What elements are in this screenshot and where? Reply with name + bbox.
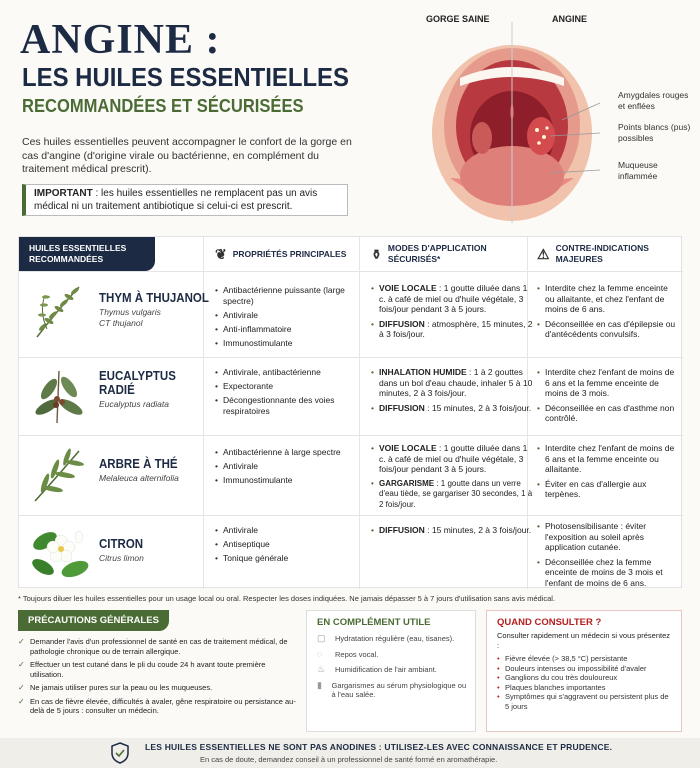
consult-section [486, 610, 682, 732]
table-row-eucalyptus [19, 357, 683, 435]
annotation-mucosa: Muqueuse inflammée [618, 160, 658, 181]
precaution-item: ✓ Demander l'avis d'un professionnel de santé en cas de traitement médical, de pathologie chronique ou de terrain allergique. [18, 637, 296, 656]
bottle-icon: ▮ [317, 679, 322, 690]
complement-item: ▢ Hydratation régulière (eau, tisanes). [317, 633, 455, 643]
oil-name: EUCALYPTUS RADIÉ [99, 369, 176, 397]
complement-item: ♨ Humidification de l'air ambiant. [317, 664, 437, 674]
application-item: • VOIE LOCALE : 1 goutte diluée dans 1 c. à café de miel ou d'huile végétale, 3 fois/jour pendant 3 à 5 jours. [371, 443, 533, 475]
application-list [371, 283, 533, 344]
header-properties: ❦ PROPRIÉTÉS PRINCIPALES [215, 245, 347, 262]
properties-list [215, 367, 365, 420]
contraindication-list [537, 521, 679, 592]
application-list [371, 367, 533, 417]
oil-latin-name: Melaleuca alternifolia [99, 473, 179, 483]
healthy-throat-label: GORGE SAINE [426, 14, 490, 24]
angina-label: ANGINE [552, 14, 588, 24]
precaution-item: ✓ Ne jamais utiliser pures sur la peau ou les muqueuses. [18, 683, 296, 693]
header-contraindications: ⚠ CONTRE-INDICATIONS MAJEURES [537, 243, 649, 264]
precaution-item: ✓ En cas de fièvre élevée, difficultés à avaler, gêne respiratoire ou persistance au-delà de 5 jours : consulter un médecin. [18, 697, 296, 716]
oil-latin-name: Citrus limon [99, 553, 144, 563]
banner-subtext: En cas de doute, demandez conseil à un professionnel de santé formé en aromathérapie. [200, 755, 498, 764]
contraindication-list [537, 443, 679, 504]
oil-name: ARBRE À THÉ [99, 457, 178, 471]
complement-title: EN COMPLÉMENT UTILE [317, 617, 431, 628]
tea-tree-icon [29, 445, 87, 505]
warning-icon: ⚠ [537, 245, 550, 262]
contraindication-item: • Interdite chez l'enfant de moins de 6 ans et la femme enceinte ou allaitante. [537, 443, 679, 475]
property-item: • Antibactérienne puissante (large spectre) [215, 285, 365, 307]
complement-section [306, 610, 476, 732]
contraindication-item: • Éviter en cas d'allergie aux terpènes. [537, 479, 679, 500]
contraindication-item: • Déconseillée en cas d'épilepsie ou d'antécédents convulsifs. [537, 319, 679, 340]
page-subtitle: LES HUILES ESSENTIELLES [22, 62, 349, 92]
header-oils: HUILES ESSENTIELLES RECOMMANDÉES [19, 237, 155, 271]
oil-name: THYM À THUJANOL [99, 291, 209, 305]
property-item: • Antivirale, antibactérienne [215, 367, 365, 378]
application-item: • DIFFUSION : atmosphère, 15 minutes, 2 à 3 fois/jour. [371, 319, 533, 340]
bottom-banner [0, 738, 700, 768]
leaf-icon: ❦ [215, 245, 227, 262]
oil-latin-name: Thymus vulgaris [99, 307, 161, 317]
glass-icon: ▢ [317, 633, 326, 643]
precautions-title: PRÉCAUTIONS GÉNÉRALES [18, 610, 169, 631]
contraindication-item: • Interdite chez la femme enceinte ou allaitante, et chez l'enfant de moins de 6 ans. [537, 283, 679, 315]
speech-bubble-icon: ◌ [317, 648, 323, 659]
consult-title: QUAND CONSULTER ? [497, 617, 602, 628]
properties-list [215, 447, 365, 489]
properties-list [215, 285, 365, 352]
complement-item: ◌ Repos vocal. [317, 648, 379, 659]
application-item: • DIFFUSION : 15 minutes, 2 à 3 fois/jour. [371, 403, 533, 414]
application-list [371, 525, 533, 540]
precautions-section [18, 610, 296, 732]
property-item: • Immunostimulante [215, 338, 365, 349]
oil-name: CITRON [99, 537, 144, 551]
property-item: • Expectorante [215, 381, 365, 392]
shield-check-icon [110, 742, 130, 764]
eucalyptus-icon [29, 365, 87, 427]
header-application: ⚱ MODES D'APPLICATION SÉCURISÉS* [371, 243, 487, 264]
contraindication-list [537, 367, 679, 428]
oil-latin-name: Eucalyptus radiata [99, 399, 169, 409]
consult-item: • Fièvre élevée (> 38,5 °C) persistante [497, 654, 671, 664]
table-row-lemon [19, 515, 683, 589]
oil-chemotype: CT thujanol [99, 318, 143, 328]
annotation-tonsils: Amygdales rouges et enflées [618, 90, 689, 111]
contraindication-list [537, 283, 679, 344]
properties-list [215, 525, 365, 567]
application-item: • GARGARISME : 1 goutte dans un verre d'eau tiède, se gargariser 30 secondes, 1 à 2 fois/jour. [371, 479, 533, 511]
thyme-icon [29, 281, 87, 343]
property-item: • Décongestionnante des voies respiratoires [215, 395, 365, 417]
property-item: • Antivirale [215, 461, 365, 472]
application-item: • INHALATION HUMIDE : 1 à 2 gouttes dans un bol d'eau chaude, inhaler 5 à 10 minutes, 2 à 3 fois/jour. [371, 367, 533, 399]
table-row-tea-tree [19, 435, 683, 515]
table-row-thyme [19, 271, 683, 357]
important-text: : les huiles essentielles ne remplacent pas un avis médical ni un traitement antibiotique si celui-ci est prescrit. [34, 188, 318, 212]
complement-item: ▮ Gargarismes au sérum physiologique ou à l'eau salée. [317, 679, 467, 699]
property-item: • Antivirale [215, 310, 365, 321]
contraindication-item: • Photosensibilisante : éviter l'exposition au soleil après application cutanée. [537, 521, 679, 553]
consult-item: • Symptômes qui s'aggravent ou persistent plus de 5 jours [497, 692, 671, 711]
banner-headline: LES HUILES ESSENTIELLES NE SONT PAS ANODINES : UTILISEZ-LES AVEC CONNAISSANCE ET PRUDENCE. [145, 742, 613, 752]
lemon-blossom-icon [29, 519, 93, 585]
contraindication-item: • Interdite chez l'enfant de moins de 6 ans et la femme enceinte de moins de 3 mois. [537, 367, 679, 399]
important-label: IMPORTANT [34, 188, 93, 199]
property-item: • Antiseptique [215, 539, 365, 550]
humidifier-icon: ♨ [317, 664, 326, 674]
table-footnote: * Toujours diluer les huiles essentielles pour un usage local ou oral. Respecter les doses indiquées. Ne jamais dépasser 5 à 7 jours d'utilisation sans avis médical. [18, 594, 556, 603]
consult-item: • Plaques blanches importantes [497, 683, 671, 693]
annotation-white-spots: Points blancs (pus) possibles [618, 122, 691, 143]
property-item: • Antivirale [215, 525, 365, 536]
essential-oils-table [18, 236, 682, 588]
application-list [371, 443, 533, 514]
mouth-drawing [420, 8, 695, 230]
throat-illustration [420, 8, 695, 230]
contraindication-item: • Déconseillée chez la femme enceinte de moins de 3 mois et l'enfant de moins de 6 ans. [537, 557, 679, 589]
page-tagline: RECOMMANDÉES ET SÉCURISÉES [22, 96, 304, 116]
property-item: • Anti-inflammatoire [215, 324, 365, 335]
consult-item: • Douleurs intenses ou impossibilité d'avaler [497, 664, 671, 674]
dropper-bottle-icon: ⚱ [371, 246, 382, 262]
property-item: • Tonique générale [215, 553, 365, 564]
consult-intro: Consulter rapidement un médecin si vous présentez : [497, 631, 671, 650]
application-item: • VOIE LOCALE : 1 goutte diluée dans 1 c. à café de miel ou d'huile végétale, 3 fois/jour pendant 3 à 5 jours. [371, 283, 533, 315]
page-title: ANGINE : [20, 17, 221, 63]
property-item: • Antibactérienne à large spectre [215, 447, 365, 458]
consult-item: • Ganglions du cou très douloureux [497, 673, 671, 683]
application-item: • DIFFUSION : 15 minutes, 2 à 3 fois/jour. [371, 525, 533, 536]
property-item: • Immunostimulante [215, 475, 365, 486]
precaution-item: ✓ Effectuer un test cutané dans le pli du coude 24 h avant toute première utilisation. [18, 660, 296, 679]
important-notice [22, 184, 348, 216]
contraindication-item: • Déconseillée en cas d'asthme non contrôlé. [537, 403, 679, 424]
intro-text: Ces huiles essentielles peuvent accompagner le confort de la gorge en cas d'angine (d'origine virale ou bactérienne, en complément du traitement médical prescrit). [22, 136, 352, 175]
